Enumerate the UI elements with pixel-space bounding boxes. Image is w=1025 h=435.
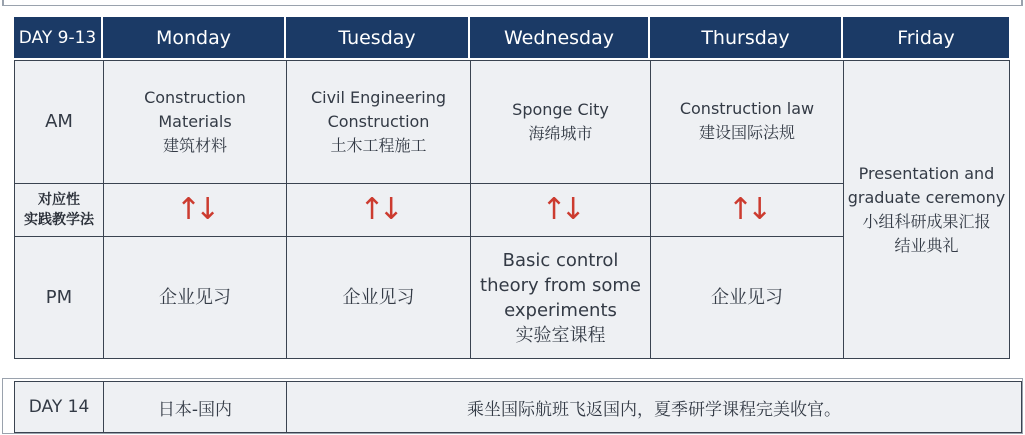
friday-line1: Presentation and bbox=[858, 163, 995, 183]
am-thursday-line2: 建设国际法规 bbox=[698, 123, 795, 142]
header-wednesday: Wednesday bbox=[470, 17, 650, 58]
pm-label: PM bbox=[14, 236, 104, 359]
am-label: AM bbox=[14, 60, 104, 184]
pm-tuesday: 企业见习 bbox=[286, 236, 471, 359]
am-monday bbox=[103, 60, 287, 184]
friday-line3: 小组科研成果汇报 bbox=[862, 211, 991, 231]
arrow-cell-thursday bbox=[650, 183, 844, 237]
am-thursday bbox=[650, 60, 844, 184]
top-frame bbox=[0, 0, 1025, 6]
header-monday: Monday bbox=[103, 17, 286, 58]
am-tuesday-line1: Civil Engineering bbox=[310, 88, 447, 107]
am-monday-line3: 建筑材料 bbox=[162, 136, 227, 155]
method-label bbox=[14, 183, 104, 237]
header-tuesday: Tuesday bbox=[286, 17, 470, 58]
pm-wednesday-line3: experiments bbox=[504, 299, 617, 321]
day14-description: 乘坐国际航班飞返国内，夏季研学课程完美收官。 bbox=[286, 381, 1022, 433]
day14-place: 日本-国内 bbox=[103, 381, 287, 433]
am-wednesday bbox=[470, 60, 651, 184]
up-down-arrows-icon: ↑↓ bbox=[359, 192, 398, 227]
arrow-cell-monday bbox=[103, 183, 287, 237]
friday-line4: 结业典礼 bbox=[894, 235, 959, 255]
arrow-cell-tuesday bbox=[286, 183, 471, 237]
friday-line2: graduate ceremony bbox=[847, 187, 1006, 207]
header-corner: DAY 9-13 bbox=[14, 17, 103, 58]
am-thursday-line1: Construction law bbox=[679, 99, 815, 118]
arrow-cell-wednesday bbox=[470, 183, 651, 237]
header-friday: Friday bbox=[843, 17, 1009, 58]
method-label-line2: 实践教学法 bbox=[24, 212, 94, 228]
pm-wednesday-line4: 实验室课程 bbox=[515, 324, 606, 346]
up-down-arrows-icon: ↑↓ bbox=[175, 192, 215, 227]
pm-thursday: 企业见习 bbox=[650, 236, 844, 359]
am-monday-line1: Construction bbox=[144, 88, 246, 107]
am-monday-line2: Materials bbox=[158, 112, 232, 131]
am-tuesday-line2: Construction bbox=[327, 112, 430, 131]
am-wednesday-line1: Sponge City bbox=[512, 100, 609, 119]
day14-label: DAY 14 bbox=[14, 381, 104, 433]
pm-monday: 企业见习 bbox=[103, 236, 287, 359]
up-down-arrows-icon: ↑↓ bbox=[541, 192, 580, 227]
am-tuesday-line3: 土木工程施工 bbox=[330, 136, 427, 155]
am-wednesday-line2: 海绵城市 bbox=[528, 124, 593, 143]
pm-wednesday-line2: theory from some bbox=[480, 274, 641, 296]
am-tuesday bbox=[286, 60, 471, 184]
friday-cell bbox=[843, 60, 1010, 359]
method-label-line1: 对应性 bbox=[38, 192, 80, 208]
pm-wednesday-line1: Basic control bbox=[502, 249, 619, 271]
pm-wednesday bbox=[470, 236, 651, 359]
header-thursday: Thursday bbox=[650, 17, 843, 58]
up-down-arrows-icon: ↑↓ bbox=[727, 192, 767, 227]
